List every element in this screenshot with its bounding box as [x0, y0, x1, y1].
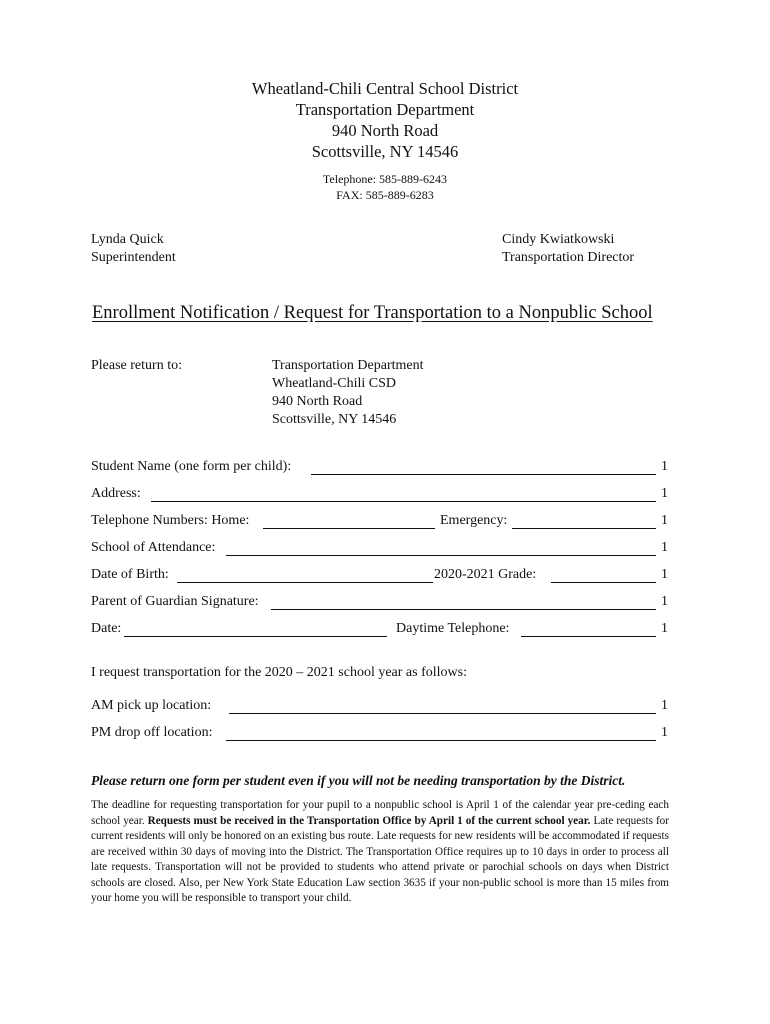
am-pickup-row	[91, 697, 668, 717]
date-input[interactable]	[124, 636, 387, 637]
city-state-zip: Scottsville, NY 14546	[311, 142, 459, 161]
return-address-line-3: 940 North Road	[272, 394, 363, 409]
address-row	[91, 485, 668, 505]
letterhead	[0, 78, 770, 162]
superintendent-title: Superintendent	[91, 250, 176, 265]
school-row	[91, 539, 668, 559]
request-statement: I request transportation for the 2020 – 2021 school year as follows:	[91, 665, 467, 680]
daytime-phone-input[interactable]	[521, 636, 656, 637]
contact-info	[0, 171, 770, 203]
line-marker: 1	[661, 594, 668, 609]
dob-label: Date of Birth:	[91, 567, 169, 582]
fax-number: FAX: 585-889-6283	[336, 188, 434, 202]
address-input[interactable]	[151, 501, 656, 502]
line-marker: 1	[661, 513, 668, 528]
student-name-label: Student Name (one form per child):	[91, 459, 292, 474]
line-marker: 1	[661, 567, 668, 582]
school-label: School of Attendance:	[91, 540, 216, 555]
emergency-phone-input[interactable]	[512, 528, 656, 529]
notice-paragraph	[91, 798, 669, 907]
pm-dropoff-row	[91, 724, 668, 744]
street-address: 940 North Road	[331, 121, 439, 140]
grade-label: 2020-2021 Grade:	[434, 567, 537, 582]
notice-text-start: The deadline for requesting transportation for your pupil to a nonpublic school is April 1 of the calendar year pre-ceding each school year.	[91, 799, 669, 827]
department-name: Transportation Department	[295, 100, 475, 119]
notice-text-end: Late requests for current residents will only be honored on an existing bus route. Late requests for new residents will be accommodated if requests are received within 30 days of moving into the District. The Transportation Office requires up to 10 days in order to process all late requests. Transportation will not be provided to students who attend private or parochial schools on days when District schools are closed. Also, per New York State Education Law section 3635 if your non-public school is more than 15 miles from your home you will be responsible to transport your child.	[91, 814, 670, 904]
line-marker: 1	[661, 486, 668, 501]
notice-heading: Please return one form per student even if you will not be needing transportation by the District.	[91, 773, 626, 788]
dob-grade-row	[91, 566, 668, 586]
signature-label: Parent of Guardian Signature:	[91, 594, 259, 609]
return-address-line-4: Scottsville, NY 14546	[272, 412, 397, 427]
signature-input[interactable]	[271, 609, 656, 610]
pm-dropoff-input[interactable]	[226, 740, 656, 741]
student-name-input[interactable]	[311, 474, 656, 475]
line-marker: 1	[661, 540, 668, 555]
return-address-line-2: Wheatland-Chili CSD	[272, 376, 397, 391]
school-input[interactable]	[226, 555, 656, 556]
student-name-row	[91, 458, 668, 478]
grade-input[interactable]	[551, 582, 656, 583]
date-phone-row	[91, 620, 668, 640]
director-title: Transportation Director	[502, 250, 635, 265]
line-marker: 1	[661, 725, 668, 740]
form-title: Enrollment Notification / Request for Transportation to a Nonpublic School	[92, 303, 653, 323]
superintendent-name: Lynda Quick	[91, 232, 164, 247]
dob-input[interactable]	[177, 582, 433, 583]
am-pickup-label: AM pick up location:	[91, 698, 212, 713]
notice-text-bold: Requests must be received in the Transportation Office by April 1 of the current school year.	[147, 814, 591, 827]
line-marker: 1	[661, 698, 668, 713]
home-phone-input[interactable]	[263, 528, 435, 529]
date-label: Date:	[91, 621, 122, 636]
director-name: Cindy Kwiatkowski	[502, 232, 615, 247]
district-name: Wheatland-Chili Central School District	[251, 79, 519, 98]
telephone-row	[91, 512, 668, 532]
telephone-number: Telephone: 585-889-6243	[322, 172, 448, 186]
daytime-phone-label: Daytime Telephone:	[396, 621, 510, 636]
home-phone-label: Telephone Numbers: Home:	[91, 513, 250, 528]
pm-dropoff-label: PM drop off location:	[91, 725, 213, 740]
emergency-phone-label: Emergency:	[440, 513, 508, 528]
line-marker: 1	[661, 621, 668, 636]
am-pickup-input[interactable]	[229, 713, 656, 714]
return-to-label: Please return to:	[91, 358, 182, 373]
signature-row	[91, 593, 668, 613]
return-address-line-1: Transportation Department	[272, 358, 424, 373]
address-label: Address:	[91, 486, 141, 501]
line-marker: 1	[661, 459, 668, 474]
